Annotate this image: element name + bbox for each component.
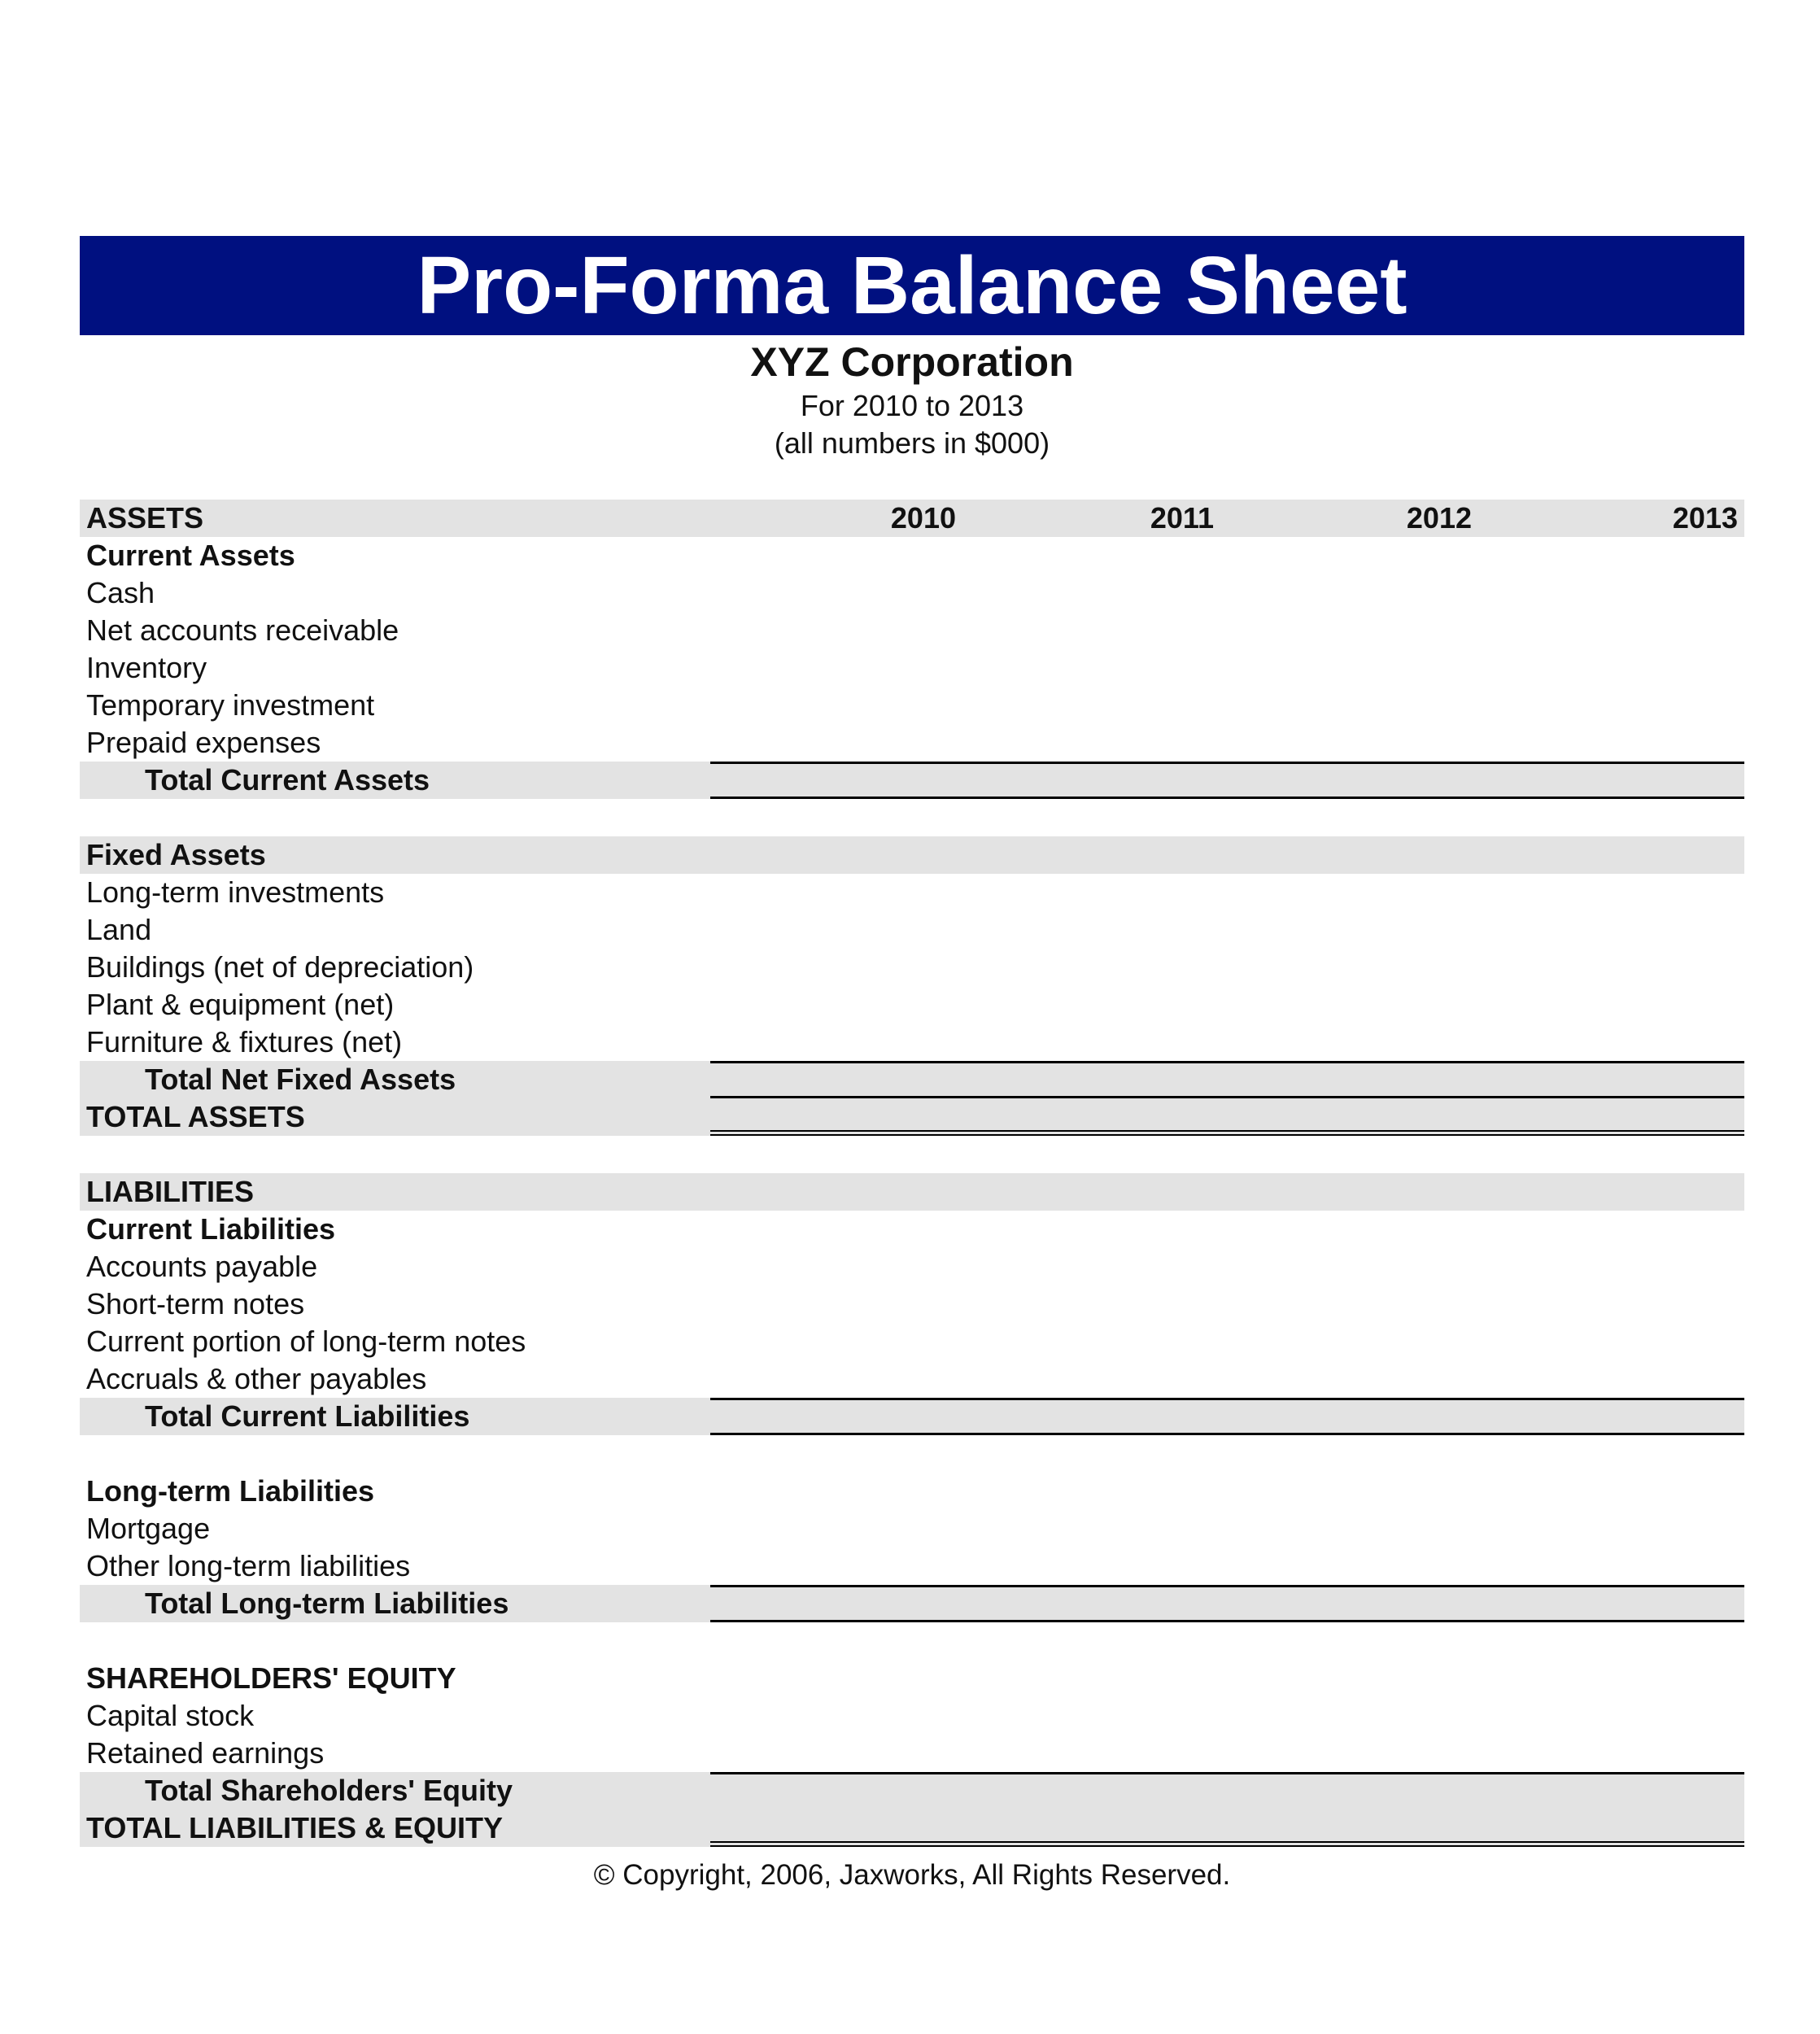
row-label: SHAREHOLDERS' EQUITY [86,1661,456,1695]
row-label: Current Assets [86,539,295,572]
row-total-assets [80,1098,1744,1136]
row-label: Current Liabilities [86,1212,336,1246]
row-label: Accounts payable [86,1250,318,1283]
row-total-current-liabilities [80,1398,1744,1435]
row-assets [80,500,1744,537]
row-temporary-investment [80,687,1744,724]
row-capital-stock [80,1697,1744,1735]
row-label: ASSETS [86,501,204,535]
row-inventory [80,649,1744,687]
row-label: Furniture & fixtures (net) [86,1025,403,1058]
row-total-net-fixed-assets [80,1061,1744,1098]
row-label: Current portion of long-term notes [86,1325,526,1358]
units-note: (all numbers in $000) [774,426,1050,460]
row-long-term-investments [80,874,1744,911]
row-label: TOTAL ASSETS [86,1100,305,1133]
row-cash [80,574,1744,612]
sheet-title: Pro-Forma Balance Sheet [417,240,1408,331]
balance-sheet-table [80,500,1744,1847]
row-label: Long-term Liabilities [86,1474,375,1508]
row-label: Inventory [86,651,207,684]
row-label: Total Current Assets [145,763,430,797]
spacer-row [80,1136,1744,1173]
row-label: Short-term notes [86,1287,305,1320]
row-label: Long-term investments [86,875,385,909]
row-label: Net accounts receivable [86,613,399,647]
row-total-current-assets [80,762,1744,799]
spacer-row [80,1435,1744,1473]
row-liabilities [80,1173,1744,1211]
row-label: LIABILITIES [86,1175,254,1208]
row-accruals-and-other-payables [80,1360,1744,1398]
row-label: Total Shareholders' Equity [145,1774,513,1807]
row-label: Buildings (net of depreciation) [86,950,474,984]
row-label: TOTAL LIABILITIES & EQUITY [86,1811,504,1844]
row-label: Total Current Liabilities [145,1399,470,1433]
year-column-header: 2011 [1150,501,1214,535]
row-label: Mortgage [86,1512,211,1545]
spacer-row [80,799,1744,836]
row-label: Cash [86,576,155,609]
value-cells[interactable] [710,1809,1744,1847]
year-column-header: 2010 [890,501,956,535]
row-label: Temporary investment [86,688,375,722]
row-land [80,911,1744,949]
sheet-title-banner [80,236,1744,335]
row-total-liabilities-and-equity [80,1809,1744,1847]
row-label: Total Long-term Liabilities [145,1587,509,1620]
row-net-accounts-receivable [80,612,1744,649]
row-accounts-payable [80,1248,1744,1285]
row-total-long-term-liabilities [80,1585,1744,1622]
row-short-term-notes [80,1285,1744,1323]
row-total-shareholders-equity [80,1772,1744,1809]
row-label: Other long-term liabilities [86,1549,411,1582]
value-cells[interactable] [710,762,1744,799]
row-current-assets [80,537,1744,574]
row-buildings-net-of-depreciation [80,949,1744,986]
row-label: Prepaid expenses [86,726,321,759]
row-fixed-assets [80,836,1744,874]
row-plant-and-equipment-net [80,986,1744,1024]
company-name: XYZ Corporation [750,339,1074,385]
row-mortgage [80,1510,1744,1547]
year-column-header: 2012 [1406,501,1472,535]
value-cells[interactable] [710,1772,1744,1809]
row-current-liabilities [80,1211,1744,1248]
value-cells[interactable] [710,1585,1744,1622]
year-column-header: 2013 [1672,501,1738,535]
period-subtitle: For 2010 to 2013 [800,389,1024,422]
value-cells[interactable] [710,1061,1744,1098]
row-other-long-term-liabilities [80,1547,1744,1585]
row-furniture-and-fixtures-net [80,1024,1744,1061]
spacer-row [80,1622,1744,1660]
row-label: Total Net Fixed Assets [145,1063,456,1096]
row-label: Capital stock [86,1699,255,1732]
row-long-term-liabilities [80,1473,1744,1510]
value-cells[interactable] [710,1398,1744,1435]
row-label: Retained earnings [86,1736,325,1770]
row-label: Accruals & other payables [86,1362,427,1395]
row-current-portion-of-long-term-notes [80,1323,1744,1360]
copyright-footer: © Copyright, 2006, Jaxworks, All Rights Reserved. [593,1859,1231,1891]
row-retained-earnings [80,1735,1744,1772]
row-label: Fixed Assets [86,838,266,871]
row-label: Land [86,913,152,946]
row-label: Plant & equipment (net) [86,988,395,1021]
row-shareholders-equity [80,1660,1744,1697]
row-prepaid-expenses [80,724,1744,762]
value-cells[interactable] [710,1098,1744,1136]
